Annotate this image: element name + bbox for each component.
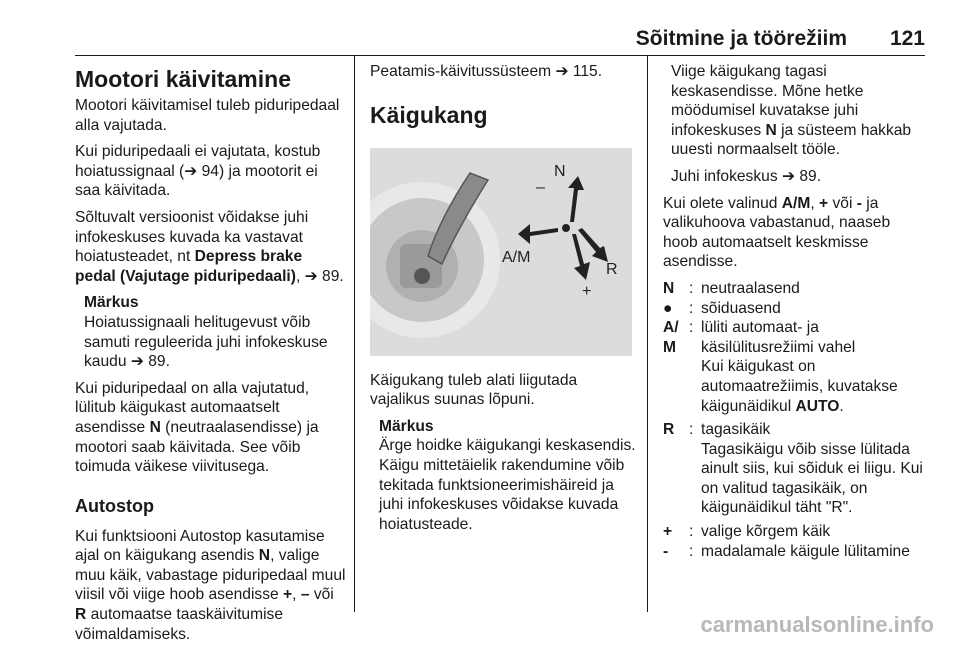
note-text: Ärge hoidke käigukangi keskasendis. Käigu mittetäielik rakendumine võib tekitada funktsioneerimishäireid ja juhi infokeskuses võidakse kuvada hoiatusteade. (379, 437, 636, 533)
list-item: + : valige kõrgem käik (663, 523, 831, 541)
column-divider-1 (354, 56, 355, 612)
watermark: carmanualsonline.info (700, 612, 934, 637)
paragraph: Kui piduripedaali ei vajutata, kostub hoiatussignaal (➔ 94) ja mootorit ei saa käivitada. (75, 143, 321, 200)
column-divider-2 (647, 56, 648, 612)
paragraph: Mootori käivitamisel tuleb piduripedaal alla vajutada. (75, 97, 340, 134)
note-box (84, 293, 347, 371)
list-item: R : tagasikäik (663, 421, 771, 439)
paragraph: Juhi infokeskus ➔ 89. (671, 167, 822, 185)
section-title: Sõitmine ja töörežiim (635, 27, 847, 50)
list-item: ● : sõiduasend (663, 299, 781, 317)
page-header (75, 24, 925, 56)
list-item: - : madalamale käigule lülitamine (663, 542, 910, 560)
list-item-detail: Tagasikäigu võib sisse lülitada ainult siis, kui sõiduk ei liigu. Kui on valitud tagasikäik, on käigunäidikul täht "R". (701, 440, 923, 517)
gear-lever-illustration (370, 148, 632, 356)
column-2 (370, 62, 640, 541)
header-rule (75, 55, 925, 56)
paragraph: Peatamis-käivitussüsteem ➔ 115. (370, 63, 603, 80)
figure-label-am: A/M (502, 248, 531, 266)
paragraph: Kui olete valinud A/M, + või - ja valikuhoova vabastanud, naaseb hoob automaatselt keskmisse asendisse. (663, 194, 891, 271)
figure-label-n: N (554, 162, 566, 180)
paragraph: Viige käigukang tagasi keskasendisse. Mõne hetke möödumisel kuvatakse juhi infokeskuses N ja süsteem hakkab uuesti normaalselt tööle. (671, 63, 912, 159)
list-item: A/ M : lüliti automaat- ja käsilülitusrežiimi vahel (663, 319, 856, 356)
note-title: Märkus (84, 294, 139, 312)
column-1 (75, 62, 347, 651)
gear-position-list (663, 279, 928, 561)
note-title: Märkus (379, 417, 434, 435)
figure-label-minus: – (536, 178, 545, 196)
paragraph: Kui piduripedaal on alla vajutatud, lülitub käigukast automaatselt asendisse N (neutraalasendisse) ja mootori saab käivitada. See võib toimuda väikese viivitusega. (75, 379, 319, 476)
heading-gear-lever: Käigukang (370, 101, 488, 128)
figure-label-plus: + (582, 282, 592, 300)
note-text: Hoiatussignaali helitugevust võib samuti reguleerida juhi infokeskuse kaudu ➔ 89. (84, 313, 328, 371)
page-number: 121 (889, 27, 925, 50)
paragraph: Käigukang tuleb alati liigutada vajalikus suunas lõpuni. (370, 371, 578, 409)
column-3 (663, 62, 928, 561)
paragraph: Sõltuvalt versioonist võidakse juhi infokeskuses kuvada ka vastavat hoiatusteadet, nt Depress brake pedal (Vajutage piduripedaali), ➔ 89. (75, 208, 344, 285)
heading-engine-start: Mootori käivitamine (75, 66, 291, 92)
list-item: N : neutraalasend (663, 279, 800, 297)
figure-label-r: R (606, 260, 618, 278)
paragraph: Kui funktsiooni Autostop kasutamise ajal on käigukang asendis N, valige muu käik, vabastage piduripedaal muul viisil või viige hoob asendisse +, – või R automaatse taaskäivitumise võimaldamiseks. (75, 527, 346, 643)
note-box (379, 417, 640, 535)
warning-message: Depress brake pedal (Vajutage piduripedaali) (75, 248, 303, 285)
list-item-detail: Kui käigukast on automaatrežiimis, kuvatakse käigunäidikul AUTO. (701, 358, 898, 415)
heading-autostop: Autostop (75, 495, 154, 516)
